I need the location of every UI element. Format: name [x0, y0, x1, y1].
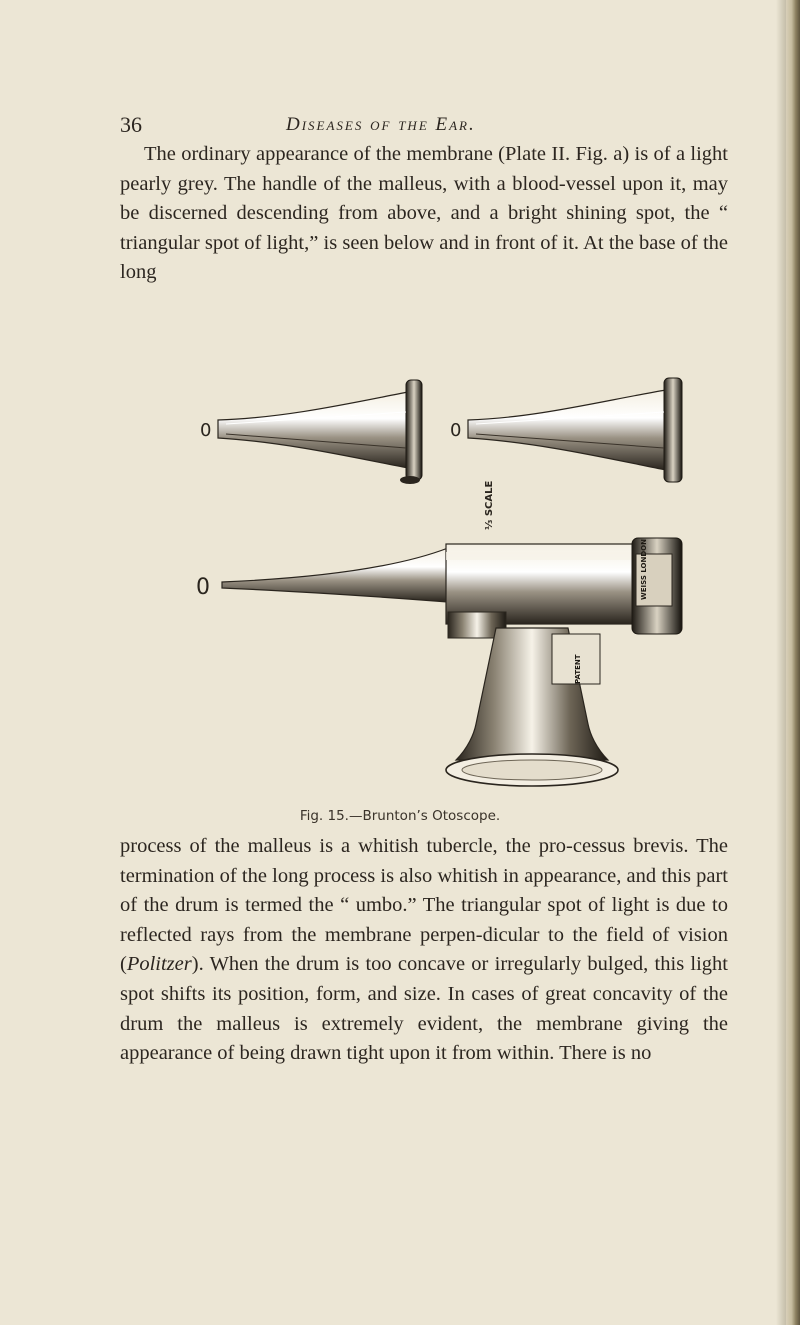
speculum-small-left	[218, 380, 422, 484]
otoscope-main-body	[222, 538, 682, 638]
otoscope-figure	[196, 372, 696, 812]
paragraph-top: The ordinary appearance of the membrane (Plate II. Fig. a) is of a light pearly grey. The handle of the malleus, with a blood-vessel upon it, may be discerned descending from above, and a bright shining spot, the “ triangular spot of light,” is seen below and in front of it. At the base of the long	[120, 143, 728, 284]
paragraph-bottom	[120, 832, 728, 1069]
speculum-mark-3: 0	[196, 575, 210, 600]
page-edge-shadow	[776, 0, 786, 1325]
running-title: Diseases of the Ear.	[286, 114, 476, 135]
speculum-mark-1: 0	[200, 420, 212, 441]
paragraph-bottom-text-1: process of the malleus is a whitish tubercle, the pro-cessus brevis. The termination of the long process is also whitish in appearance, and this part of the drum is termed the “ umbo.” The triangular spot of light is due to reflected rays from the membrane perpen-dicular to the field of vision (	[120, 835, 728, 976]
paragraph-bottom-text-2: ). When the drum is too concave or irregularly bulged, this light spot shifts its position, form, and size. In cases of great concavity of the drum the malleus is extremely evident, the membrane giving the appearance of being drawn tight upon it from within. There is no	[120, 953, 728, 1065]
page-number: 36	[120, 112, 142, 137]
speculum-small-right	[468, 378, 682, 482]
side-mark: PATENT	[574, 654, 582, 684]
figure-caption: Fig. 15.—Brunton’s Otoscope.	[299, 808, 501, 824]
maker-mark: WEISS LONDON	[640, 539, 648, 600]
citation-politzer: Politzer	[126, 953, 192, 976]
book-page-edge	[786, 0, 800, 1325]
otoscope-eyepiece	[446, 628, 618, 786]
scale-label: ⅓ SCALE	[484, 480, 495, 530]
otoscope-illustration	[196, 372, 696, 812]
speculum-mark-2: 0	[450, 420, 462, 441]
